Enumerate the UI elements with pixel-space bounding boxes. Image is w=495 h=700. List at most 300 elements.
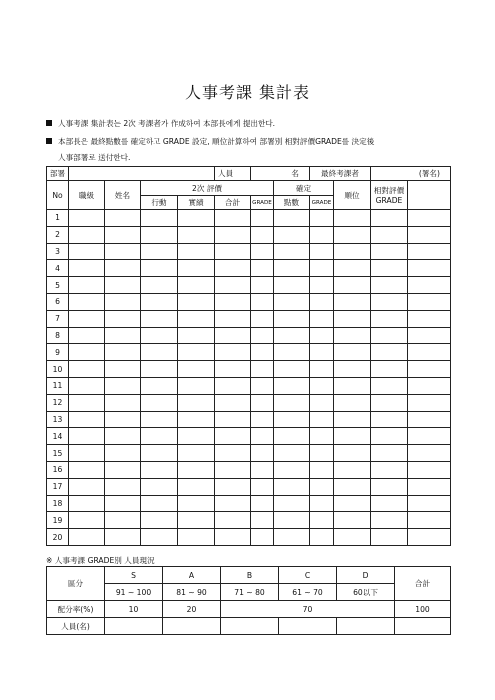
cell-confirmed-grade[interactable] xyxy=(310,243,334,260)
cell-relative-grade[interactable] xyxy=(371,327,408,344)
cell-grade[interactable] xyxy=(251,210,274,227)
cell-confirmed-grade[interactable] xyxy=(310,394,334,411)
cell-name[interactable] xyxy=(105,210,141,227)
cell-grade[interactable] xyxy=(251,394,274,411)
col-grade: GRADE xyxy=(251,196,274,210)
table-row xyxy=(47,243,451,260)
cell-score[interactable] xyxy=(274,478,310,495)
cell-action[interactable] xyxy=(141,226,178,243)
cell-confirmed-grade[interactable] xyxy=(310,210,334,227)
cell-extra[interactable] xyxy=(408,512,451,529)
cell-relative-grade[interactable] xyxy=(371,478,408,495)
dist-ratio-bcd: 70 xyxy=(221,601,395,618)
cell-grade[interactable] xyxy=(251,445,274,462)
cell-grade[interactable] xyxy=(251,411,274,428)
table-row xyxy=(47,210,451,227)
cell-relative-grade[interactable] xyxy=(371,210,408,227)
row-number: 4 xyxy=(47,260,69,277)
dist-headcount-a[interactable] xyxy=(163,618,221,635)
cell-grade[interactable] xyxy=(251,243,274,260)
cell-extra[interactable] xyxy=(408,394,451,411)
col-confirmed: 確定 xyxy=(274,181,334,196)
cell-action[interactable] xyxy=(141,478,178,495)
cell-action[interactable] xyxy=(141,495,178,512)
cell-score[interactable] xyxy=(274,226,310,243)
cell-order[interactable] xyxy=(334,260,371,277)
cell-extra[interactable] xyxy=(408,344,451,361)
dist-ratio-s: 10 xyxy=(105,601,163,618)
cell-score[interactable] xyxy=(274,361,310,378)
cell-order[interactable] xyxy=(334,495,371,512)
row-number: 5 xyxy=(47,277,69,294)
dist-ratio-label: 配分率(%) xyxy=(47,601,105,618)
members-label: 人員 xyxy=(215,167,251,181)
cell-rank[interactable] xyxy=(69,428,105,445)
cell-action[interactable] xyxy=(141,210,178,227)
row-number: 11 xyxy=(47,377,69,394)
cell-rank[interactable] xyxy=(69,277,105,294)
cell-confirmed-grade[interactable] xyxy=(310,512,334,529)
cell-rank[interactable] xyxy=(69,377,105,394)
grade-headcount-note: ※ 人事考課 GRADE別 人員現況 xyxy=(46,556,155,565)
row-number: 17 xyxy=(47,478,69,495)
col-order: 順位 xyxy=(334,181,371,210)
cell-score[interactable] xyxy=(274,495,310,512)
cell-confirmed-grade[interactable] xyxy=(310,260,334,277)
cell-confirmed-grade[interactable] xyxy=(310,377,334,394)
row-number: 2 xyxy=(47,226,69,243)
cell-grade[interactable] xyxy=(251,293,274,310)
cell-relative-grade[interactable] xyxy=(371,411,408,428)
cell-grade[interactable] xyxy=(251,495,274,512)
signature-field[interactable]: (署名) xyxy=(371,167,451,181)
cell-performance[interactable] xyxy=(178,461,215,478)
cell-name[interactable] xyxy=(105,529,141,546)
cell-name[interactable] xyxy=(105,361,141,378)
cell-order[interactable] xyxy=(334,210,371,227)
cell-name[interactable] xyxy=(105,344,141,361)
cell-action[interactable] xyxy=(141,277,178,294)
cell-action[interactable] xyxy=(141,361,178,378)
col-no: No xyxy=(47,181,69,210)
table-body xyxy=(47,210,451,546)
cell-confirmed-grade[interactable] xyxy=(310,461,334,478)
cell-grade[interactable] xyxy=(251,226,274,243)
cell-performance[interactable] xyxy=(178,210,215,227)
cell-score[interactable] xyxy=(274,445,310,462)
cell-confirmed-grade[interactable] xyxy=(310,310,334,327)
cell-extra[interactable] xyxy=(408,310,451,327)
cell-total[interactable] xyxy=(215,461,251,478)
cell-confirmed-grade[interactable] xyxy=(310,277,334,294)
cell-grade[interactable] xyxy=(251,277,274,294)
cell-extra[interactable] xyxy=(408,210,451,227)
cell-name[interactable] xyxy=(105,327,141,344)
cell-confirmed-grade[interactable] xyxy=(310,327,334,344)
cell-score[interactable] xyxy=(274,243,310,260)
cell-name[interactable] xyxy=(105,428,141,445)
row-number: 15 xyxy=(47,445,69,462)
cell-name[interactable] xyxy=(105,478,141,495)
cell-total[interactable] xyxy=(215,226,251,243)
dist-total: 合計 xyxy=(395,567,451,601)
cell-performance[interactable] xyxy=(178,293,215,310)
cell-grade[interactable] xyxy=(251,428,274,445)
cell-rank[interactable] xyxy=(69,394,105,411)
dept-label: 部署 xyxy=(47,167,69,181)
cell-relative-grade[interactable] xyxy=(371,428,408,445)
cell-rank[interactable] xyxy=(69,461,105,478)
cell-extra[interactable] xyxy=(408,327,451,344)
cell-performance[interactable] xyxy=(178,445,215,462)
table-row xyxy=(47,512,451,529)
cell-extra[interactable] xyxy=(408,411,451,428)
cell-relative-grade[interactable] xyxy=(371,461,408,478)
instruction-2 xyxy=(46,136,374,147)
cell-grade[interactable] xyxy=(251,512,274,529)
table-row xyxy=(47,310,451,327)
dist-range-b: 71 ~ 80 xyxy=(221,584,279,601)
cell-order[interactable] xyxy=(334,445,371,462)
cell-total[interactable] xyxy=(215,394,251,411)
cell-action[interactable] xyxy=(141,394,178,411)
dist-headcount-s[interactable] xyxy=(105,618,163,635)
dist-headcount-label: 人員(名) xyxy=(47,618,105,635)
cell-score[interactable] xyxy=(274,394,310,411)
cell-grade[interactable] xyxy=(251,310,274,327)
dist-range-d: 60以下 xyxy=(337,584,395,601)
cell-rank[interactable] xyxy=(69,411,105,428)
cell-extra[interactable] xyxy=(408,495,451,512)
cell-score[interactable] xyxy=(274,327,310,344)
col-confirmed-grade: GRADE xyxy=(310,196,334,210)
dist-grade-a: A xyxy=(163,567,221,584)
dist-headcount-b[interactable] xyxy=(221,618,279,635)
table-row xyxy=(47,529,451,546)
cell-order[interactable] xyxy=(334,310,371,327)
cell-confirmed-grade[interactable] xyxy=(310,478,334,495)
cell-score[interactable] xyxy=(274,411,310,428)
cell-score[interactable] xyxy=(274,377,310,394)
cell-order[interactable] xyxy=(334,243,371,260)
table-row xyxy=(47,344,451,361)
cell-rank[interactable] xyxy=(69,293,105,310)
cell-order[interactable] xyxy=(334,461,371,478)
cell-rank[interactable] xyxy=(69,478,105,495)
cell-total[interactable] xyxy=(215,344,251,361)
members-field[interactable]: 名 xyxy=(251,167,310,181)
cell-grade[interactable] xyxy=(251,260,274,277)
cell-performance[interactable] xyxy=(178,310,215,327)
cell-performance[interactable] xyxy=(178,394,215,411)
col-blank xyxy=(408,181,451,210)
cell-grade[interactable] xyxy=(251,327,274,344)
cell-action[interactable] xyxy=(141,428,178,445)
dist-grade-b: B xyxy=(221,567,279,584)
final-reviewer-label: 最終考課者 xyxy=(310,167,371,181)
cell-total[interactable] xyxy=(215,210,251,227)
row-number: 19 xyxy=(47,512,69,529)
cell-score[interactable] xyxy=(274,260,310,277)
cell-performance[interactable] xyxy=(178,529,215,546)
cell-performance[interactable] xyxy=(178,226,215,243)
cell-relative-grade[interactable] xyxy=(371,495,408,512)
cell-relative-grade[interactable] xyxy=(371,377,408,394)
cell-action[interactable] xyxy=(141,461,178,478)
row-number: 1 xyxy=(47,210,69,227)
cell-relative-grade[interactable] xyxy=(371,310,408,327)
cell-grade[interactable] xyxy=(251,529,274,546)
cell-action[interactable] xyxy=(141,260,178,277)
cell-total[interactable] xyxy=(215,512,251,529)
cell-order[interactable] xyxy=(334,277,371,294)
dept-field[interactable] xyxy=(69,167,215,181)
cell-relative-grade[interactable] xyxy=(371,243,408,260)
row-number: 3 xyxy=(47,243,69,260)
cell-action[interactable] xyxy=(141,293,178,310)
cell-name[interactable] xyxy=(105,260,141,277)
cell-performance[interactable] xyxy=(178,495,215,512)
cell-total[interactable] xyxy=(215,293,251,310)
cell-total[interactable] xyxy=(215,327,251,344)
cell-performance[interactable] xyxy=(178,243,215,260)
cell-total[interactable] xyxy=(215,478,251,495)
cell-confirmed-grade[interactable] xyxy=(310,293,334,310)
cell-order[interactable] xyxy=(334,478,371,495)
cell-order[interactable] xyxy=(334,226,371,243)
evaluation-summary-table xyxy=(46,166,451,546)
cell-action[interactable] xyxy=(141,327,178,344)
cell-score[interactable] xyxy=(274,310,310,327)
cell-confirmed-grade[interactable] xyxy=(310,344,334,361)
cell-extra[interactable] xyxy=(408,361,451,378)
cell-performance[interactable] xyxy=(178,428,215,445)
cell-performance[interactable] xyxy=(178,260,215,277)
cell-rank[interactable] xyxy=(69,310,105,327)
cell-extra[interactable] xyxy=(408,377,451,394)
cell-rank[interactable] xyxy=(69,512,105,529)
cell-extra[interactable] xyxy=(408,529,451,546)
cell-order[interactable] xyxy=(334,327,371,344)
cell-relative-grade[interactable] xyxy=(371,344,408,361)
cell-order[interactable] xyxy=(334,394,371,411)
dist-headcount-d[interactable] xyxy=(337,618,395,635)
cell-name[interactable] xyxy=(105,293,141,310)
cell-name[interactable] xyxy=(105,310,141,327)
cell-rank[interactable] xyxy=(69,226,105,243)
row-number: 12 xyxy=(47,394,69,411)
cell-total[interactable] xyxy=(215,243,251,260)
cell-extra[interactable] xyxy=(408,260,451,277)
instruction-2-text: 本部長은 最終點數를 確定하고 GRADE 設定, 順位計算하여 部署別 相對評價GRADE를 決定後 xyxy=(58,137,375,146)
cell-action[interactable] xyxy=(141,529,178,546)
cell-score[interactable] xyxy=(274,512,310,529)
row-number: 7 xyxy=(47,310,69,327)
cell-performance[interactable] xyxy=(178,478,215,495)
cell-performance[interactable] xyxy=(178,327,215,344)
table-row xyxy=(47,361,451,378)
col-second-eval: 2次 評價 xyxy=(141,181,274,196)
table-row xyxy=(47,277,451,294)
cell-name[interactable] xyxy=(105,512,141,529)
cell-confirmed-grade[interactable] xyxy=(310,428,334,445)
cell-performance[interactable] xyxy=(178,277,215,294)
cell-order[interactable] xyxy=(334,512,371,529)
cell-total[interactable] xyxy=(215,377,251,394)
row-number: 10 xyxy=(47,361,69,378)
cell-score[interactable] xyxy=(274,428,310,445)
cell-relative-grade[interactable] xyxy=(371,394,408,411)
row-number: 20 xyxy=(47,529,69,546)
cell-relative-grade[interactable] xyxy=(371,260,408,277)
cell-action[interactable] xyxy=(141,377,178,394)
cell-score[interactable] xyxy=(274,277,310,294)
cell-confirmed-grade[interactable] xyxy=(310,226,334,243)
dist-headcount-total[interactable] xyxy=(395,618,451,635)
cell-order[interactable] xyxy=(334,411,371,428)
cell-order[interactable] xyxy=(334,361,371,378)
cell-confirmed-grade[interactable] xyxy=(310,445,334,462)
cell-performance[interactable] xyxy=(178,377,215,394)
cell-name[interactable] xyxy=(105,411,141,428)
cell-order[interactable] xyxy=(334,377,371,394)
cell-total[interactable] xyxy=(215,361,251,378)
table-row xyxy=(47,411,451,428)
col-relative-grade: 相對評價GRADE xyxy=(371,181,408,210)
cell-name[interactable] xyxy=(105,445,141,462)
square-bullet-icon xyxy=(46,120,52,126)
cell-relative-grade[interactable] xyxy=(371,361,408,378)
row-number: 14 xyxy=(47,428,69,445)
col-action: 行動 xyxy=(141,196,178,210)
instruction-1-text: 人事考課 集計表는 2次 考課者가 作成하여 本部長에게 提出한다. xyxy=(58,119,276,128)
cell-score[interactable] xyxy=(274,210,310,227)
row-number: 8 xyxy=(47,327,69,344)
cell-name[interactable] xyxy=(105,461,141,478)
cell-score[interactable] xyxy=(274,344,310,361)
cell-action[interactable] xyxy=(141,310,178,327)
cell-action[interactable] xyxy=(141,411,178,428)
cell-order[interactable] xyxy=(334,428,371,445)
cell-action[interactable] xyxy=(141,344,178,361)
cell-rank[interactable] xyxy=(69,344,105,361)
row-number: 6 xyxy=(47,293,69,310)
cell-relative-grade[interactable] xyxy=(371,445,408,462)
cell-score[interactable] xyxy=(274,461,310,478)
cell-performance[interactable] xyxy=(178,411,215,428)
cell-rank[interactable] xyxy=(69,260,105,277)
table-row xyxy=(47,293,451,310)
cell-order[interactable] xyxy=(334,344,371,361)
table-row xyxy=(47,260,451,277)
table-row xyxy=(47,377,451,394)
cell-relative-grade[interactable] xyxy=(371,293,408,310)
cell-rank[interactable] xyxy=(69,210,105,227)
cell-grade[interactable] xyxy=(251,361,274,378)
cell-order[interactable] xyxy=(334,529,371,546)
table-row xyxy=(47,445,451,462)
cell-confirmed-grade[interactable] xyxy=(310,495,334,512)
page-title: 人事考課 集計表 xyxy=(184,83,311,102)
cell-relative-grade[interactable] xyxy=(371,277,408,294)
col-name: 姓名 xyxy=(105,181,141,210)
table-row xyxy=(47,495,451,512)
cell-rank[interactable] xyxy=(69,495,105,512)
cell-performance[interactable] xyxy=(178,344,215,361)
cell-score[interactable] xyxy=(274,293,310,310)
cell-action[interactable] xyxy=(141,445,178,462)
cell-total[interactable] xyxy=(215,260,251,277)
cell-extra[interactable] xyxy=(408,243,451,260)
cell-extra[interactable] xyxy=(408,461,451,478)
cell-name[interactable] xyxy=(105,243,141,260)
cell-relative-grade[interactable] xyxy=(371,226,408,243)
col-performance: 實績 xyxy=(178,196,215,210)
cell-name[interactable] xyxy=(105,226,141,243)
grade-distribution-table xyxy=(46,566,451,635)
cell-extra[interactable] xyxy=(408,277,451,294)
cell-grade[interactable] xyxy=(251,377,274,394)
cell-total[interactable] xyxy=(215,445,251,462)
cell-rank[interactable] xyxy=(69,327,105,344)
table-row xyxy=(47,394,451,411)
cell-total[interactable] xyxy=(215,277,251,294)
cell-confirmed-grade[interactable] xyxy=(310,529,334,546)
dist-headcount-c[interactable] xyxy=(279,618,337,635)
cell-total[interactable] xyxy=(215,529,251,546)
cell-rank[interactable] xyxy=(69,243,105,260)
cell-rank[interactable] xyxy=(69,529,105,546)
cell-action[interactable] xyxy=(141,243,178,260)
cell-extra[interactable] xyxy=(408,293,451,310)
cell-score[interactable] xyxy=(274,529,310,546)
cell-rank[interactable] xyxy=(69,361,105,378)
cell-name[interactable] xyxy=(105,394,141,411)
cell-performance[interactable] xyxy=(178,512,215,529)
cell-action[interactable] xyxy=(141,512,178,529)
cell-grade[interactable] xyxy=(251,344,274,361)
cell-confirmed-grade[interactable] xyxy=(310,361,334,378)
cell-relative-grade[interactable] xyxy=(371,529,408,546)
dist-range-a: 81 ~ 90 xyxy=(163,584,221,601)
col-score: 點數 xyxy=(274,196,310,210)
dist-range-s: 91 ~ 100 xyxy=(105,584,163,601)
cell-extra[interactable] xyxy=(408,478,451,495)
cell-rank[interactable] xyxy=(69,445,105,462)
cell-order[interactable] xyxy=(334,293,371,310)
col-total: 合計 xyxy=(215,196,251,210)
cell-extra[interactable] xyxy=(408,428,451,445)
dist-grade-c: C xyxy=(279,567,337,584)
cell-total[interactable] xyxy=(215,310,251,327)
dist-grade-s: S xyxy=(105,567,163,584)
cell-performance[interactable] xyxy=(178,361,215,378)
cell-name[interactable] xyxy=(105,377,141,394)
cell-relative-grade[interactable] xyxy=(371,512,408,529)
cell-total[interactable] xyxy=(215,495,251,512)
cell-total[interactable] xyxy=(215,411,251,428)
instruction-2-continued: 人事部署로 送付한다. xyxy=(58,153,131,162)
cell-extra[interactable] xyxy=(408,226,451,243)
cell-confirmed-grade[interactable] xyxy=(310,411,334,428)
cell-extra[interactable] xyxy=(408,445,451,462)
cell-grade[interactable] xyxy=(251,478,274,495)
cell-grade[interactable] xyxy=(251,461,274,478)
cell-name[interactable] xyxy=(105,277,141,294)
dist-ratio-a: 20 xyxy=(163,601,221,618)
cell-total[interactable] xyxy=(215,428,251,445)
cell-name[interactable] xyxy=(105,495,141,512)
